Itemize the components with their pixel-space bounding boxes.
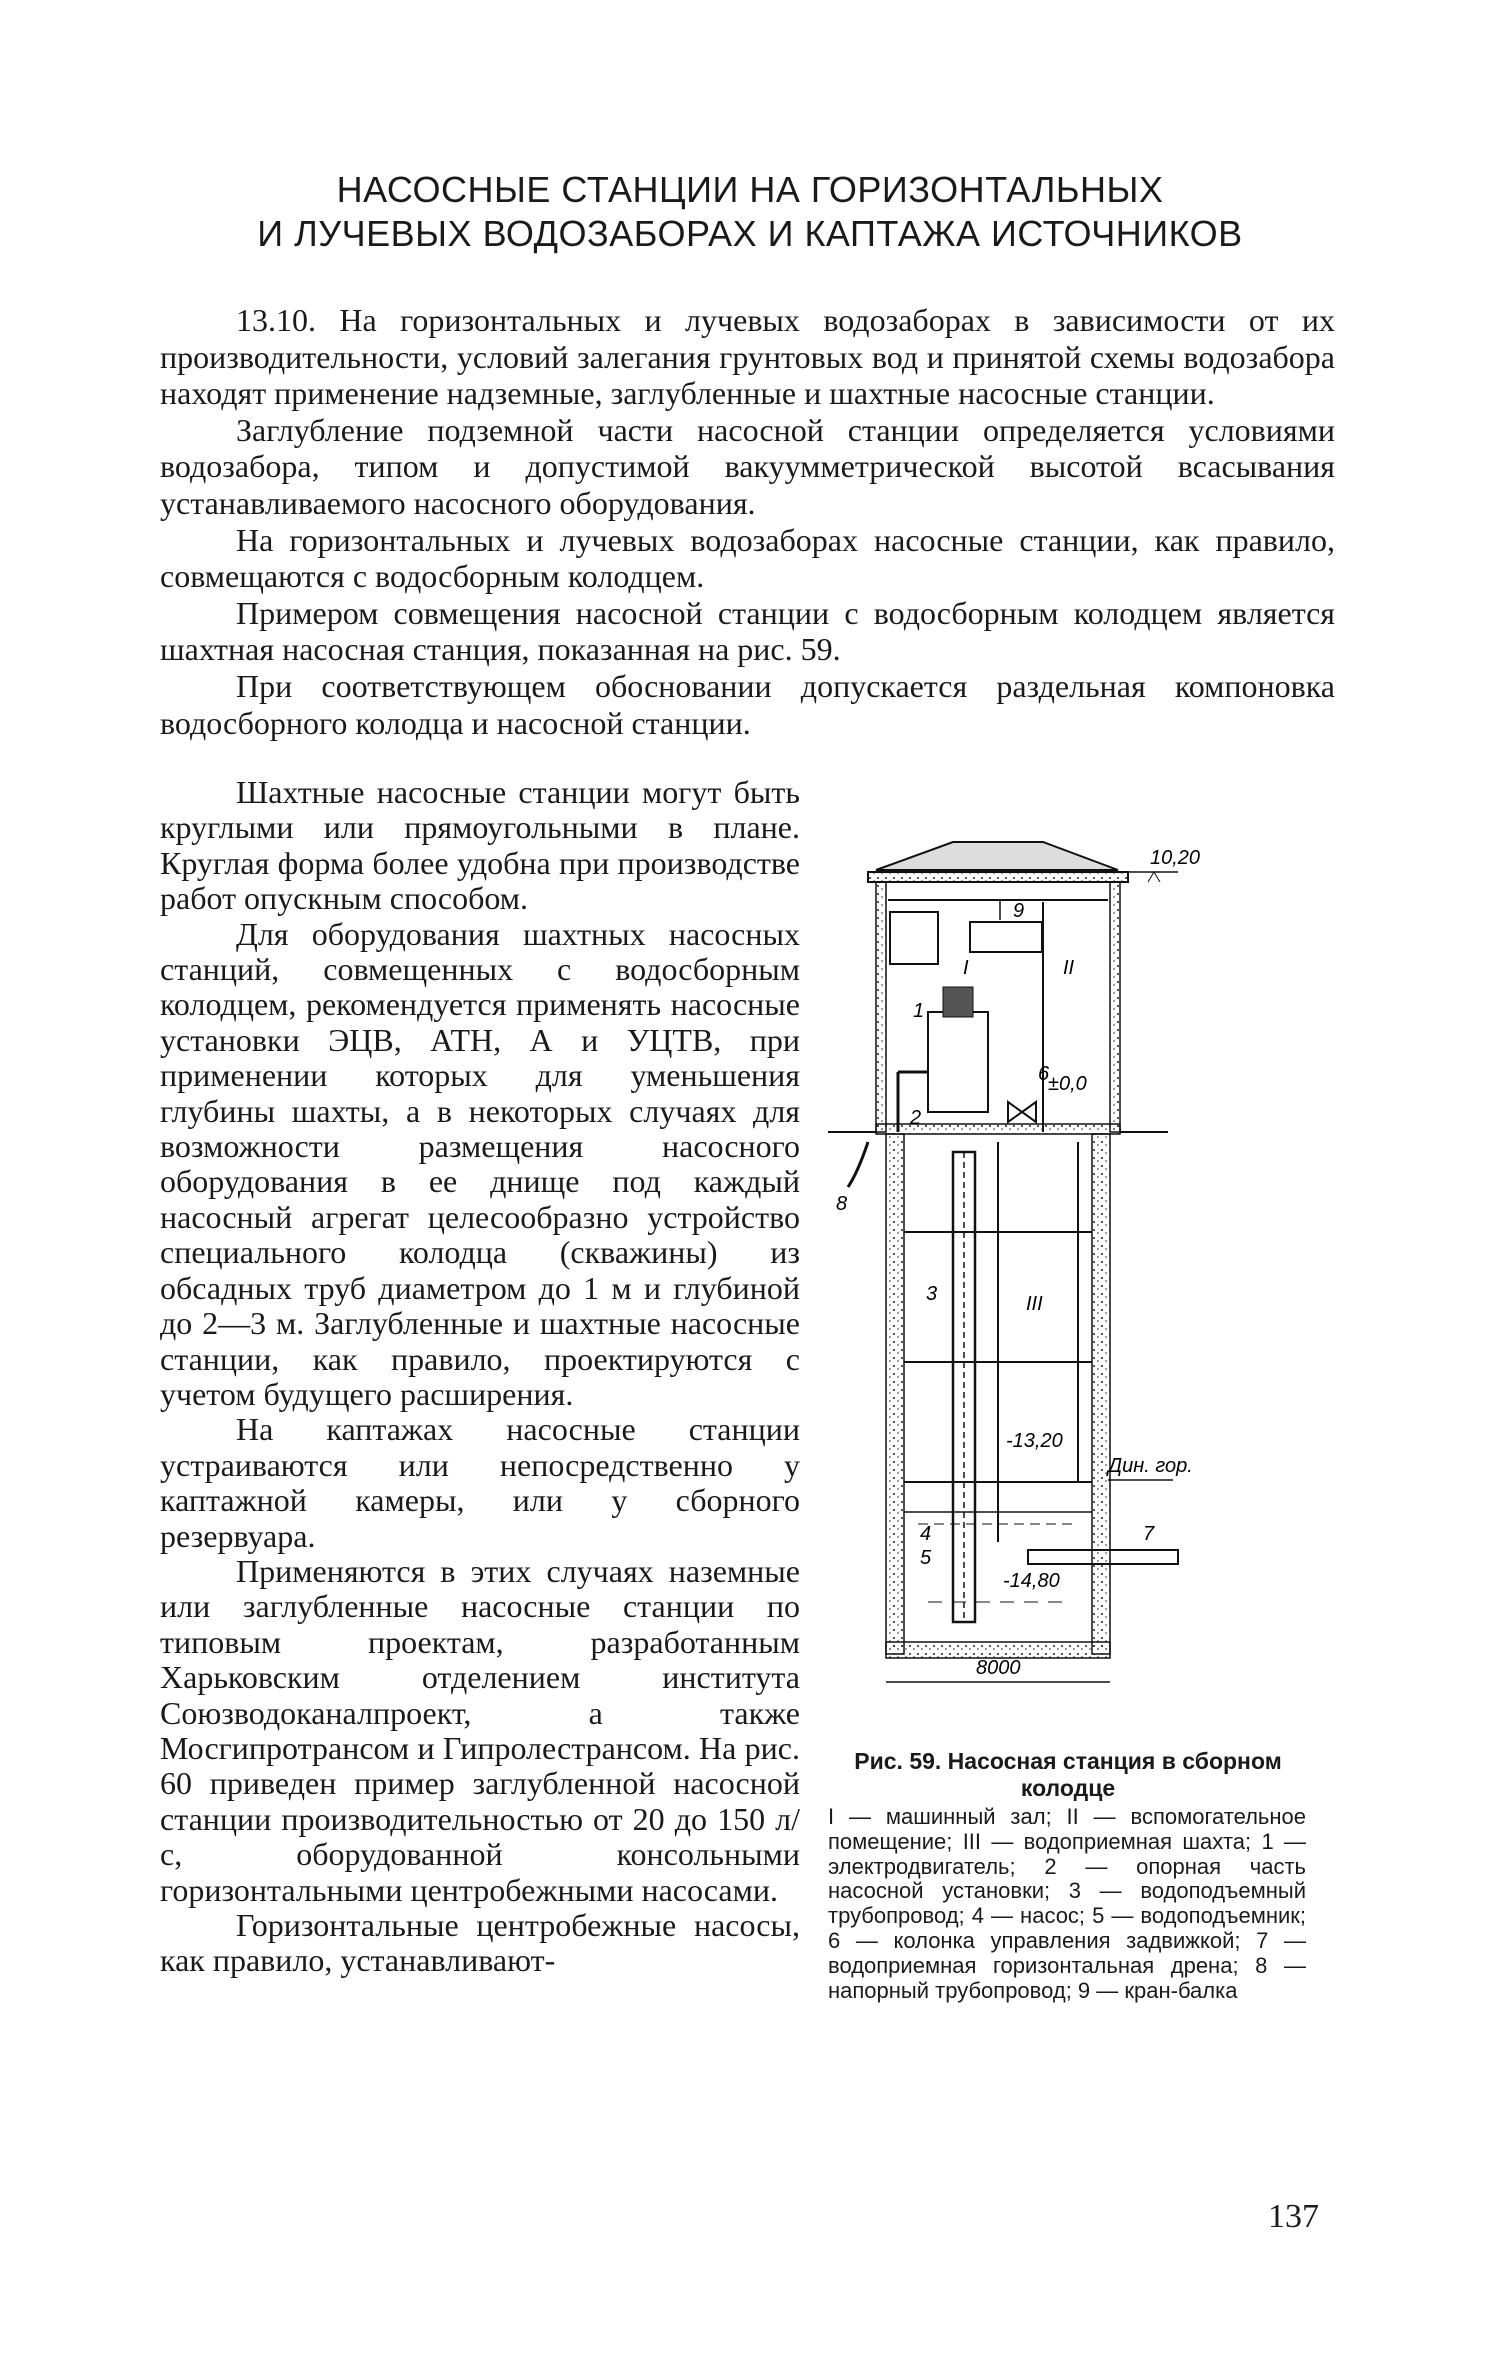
- label-elev-bottom: -14,80: [1003, 1570, 1060, 1592]
- label-width: 8000: [976, 1657, 1021, 1679]
- label-elev-zero: ±0,0: [1048, 1073, 1087, 1095]
- label-elev-mid: -13,20: [1006, 1430, 1063, 1452]
- paragraph: На каптажах насосные станции устраиваются или непосредственно у каптажной камеры, или у сборного резервуара.: [160, 1411, 800, 1554]
- paragraph: При соответствующем обосновании допускается раздельная компоновка водосборного колодца и насосной станции.: [160, 667, 1335, 741]
- label-room-2: II: [1063, 957, 1075, 979]
- label-6: 6: [1038, 1063, 1050, 1085]
- pump-station-figure: [828, 812, 1338, 1692]
- label-1: 1: [913, 1000, 925, 1022]
- column-text: [160, 775, 800, 1979]
- label-8: 8: [836, 1193, 848, 1215]
- paragraph: Горизонтальные центробежные насосы, как правило, устанавливают-: [160, 1907, 800, 1979]
- paragraph: На горизонтальных и лучевых водозаборах насосные станции, как правило, совмещаются с водосборным колодцем.: [160, 521, 1335, 595]
- label-room-1: I: [963, 957, 969, 979]
- paragraph: Применяются в этих случаях наземные или заглубленные насосные станции по типовым проектам, разработанным Харьковским отделением института Союзводоканалпроект, а также Мосгипротрансом и Гипролестрансом. На рис. 60 приведен пример заглубленной насосной станции производительностью от 20 до 150 л/с, оборудованной консольными горизонтальными центробежными насосами.: [160, 1552, 800, 1908]
- label-4: 4: [920, 1523, 932, 1545]
- label-2: 2: [910, 1107, 922, 1129]
- label-9: 9: [1013, 900, 1025, 922]
- section-heading: [160, 168, 1340, 256]
- label-7: 7: [1143, 1523, 1155, 1545]
- label-3: 3: [926, 1283, 938, 1305]
- heading-line-2: И ЛУЧЕВЫХ ВОДОЗАБОРАХ И КАПТАЖА ИСТОЧНИКОВ: [257, 213, 1243, 254]
- roof: [876, 842, 1118, 870]
- paragraph: Примером совмещения насосной станции с водосборным колодцем является шахтная насосная станция, показанная на рис. 59.: [160, 594, 1335, 668]
- paragraph: Для оборудования шахтных насосных станций, совмещенных с водосборным колодцем, рекомендуется применять насосные установки ЭЦВ, АТН, А и УЦТВ, при применении которых для уменьшения глубины шахты, а в некоторых случаях для возможности размещения насосного оборудования в ее днище под каждый насосный агрегат целесообразно устройство специального колодца (скважины) из обсадных труб диаметром до 1 м и глубиной до 2—3 м. Заглубленные и шахтные насосные станции, как правило, проектируются с учетом будущего расширения.: [160, 915, 800, 1412]
- paragraph: Заглубление подземной части насосной станции определяется условиями водозабора, типом и допустимой вакуумметрической высотой всасывания устанавливаемого насосного оборудования.: [160, 411, 1335, 521]
- page-number: 137: [1268, 2198, 1319, 2235]
- label-room-3: III: [1026, 1293, 1043, 1315]
- paragraph: Шахтные насосные станции могут быть круглыми или прямоугольными в плане. Круглая форма более удобна при производстве работ опускным способом.: [160, 774, 800, 917]
- label-dyn-level: Дин. гор.: [1108, 1455, 1193, 1477]
- label-5: 5: [920, 1547, 932, 1569]
- figure-legend: I — машинный зал; II — вспомогательное помещение; III — водоприемная шахта; 1 — электродвигатель; 2 — опорная часть насосной установки; 3 — водоподъемный трубопровод; 4 — насос; 5 — водоподъемник; 6 — колонка управления задвижкой; 7 — водоприемная горизонтальная дрена; 8 — напорный трубопровод; 9 — кран-балка: [828, 1804, 1306, 2003]
- paragraph: 13.10. На горизонтальных и лучевых водозаборах в зависимости от их производительности, условий залегания грунтовых вод и принятой схемы водозабора находят применение надземные, заглубленные и шахтные насосные станции.: [160, 302, 1335, 412]
- figure-caption-title: Рис. 59. Насосная станция в сборном колодце: [854, 1748, 1282, 1801]
- full-width-text: [160, 302, 1335, 741]
- heading-line-1: НАСОСНЫЕ СТАНЦИИ НА ГОРИЗОНТАЛЬНЫХ: [336, 169, 1164, 210]
- label-elev-top: 10,20: [1150, 847, 1201, 869]
